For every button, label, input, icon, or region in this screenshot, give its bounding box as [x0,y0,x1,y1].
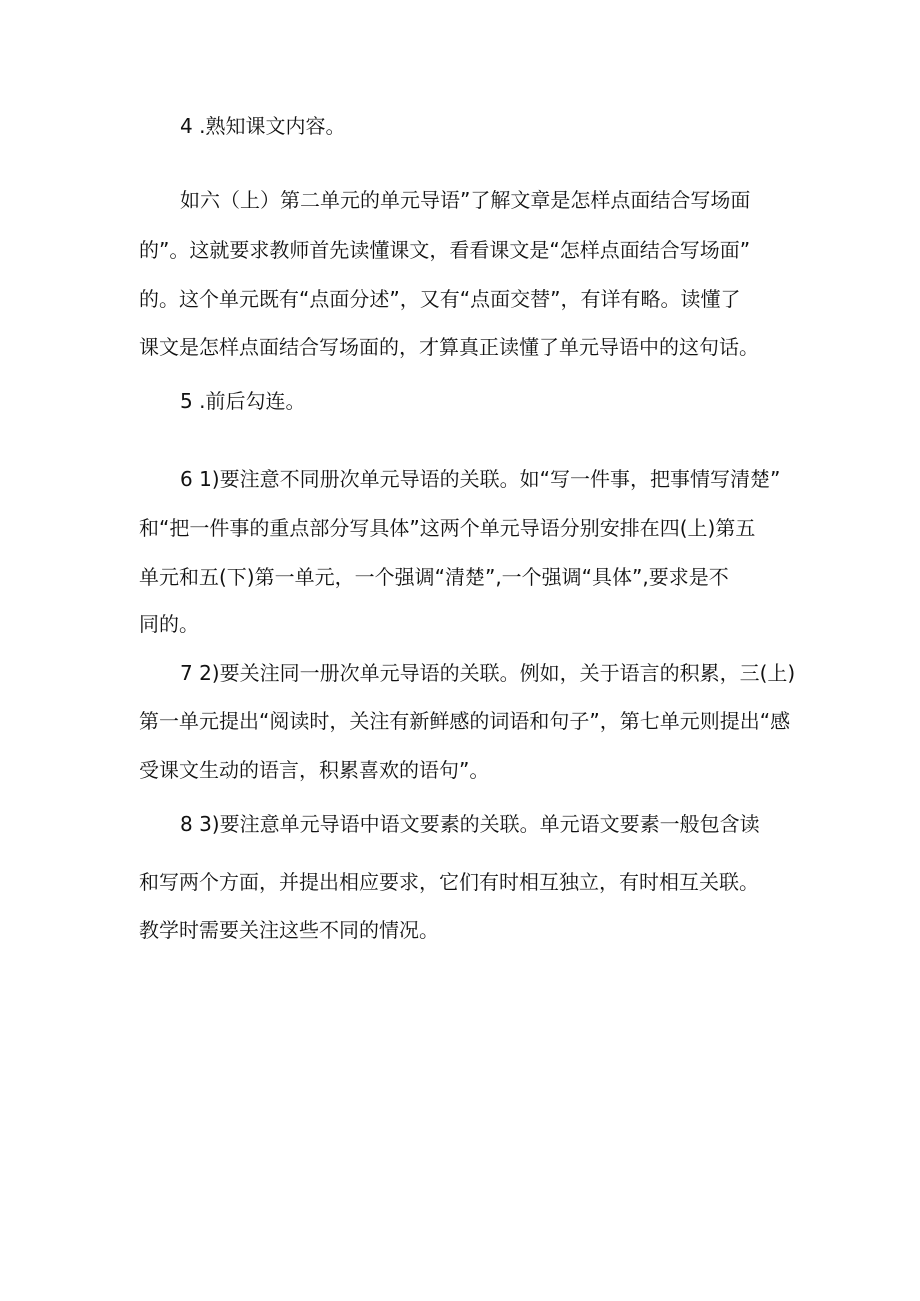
paragraph-line: 教学时需要关注这些不同的情况。 [139,918,439,942]
paragraph-line: 受课文生动的语言，积累喜欢的语句”。 [139,758,490,782]
paragraph-line: 8 3)要注意单元导语中语文要素的关联。单元语文要素一般包含读 [180,812,760,836]
paragraph-line: 7 2)要关注同一册次单元导语的关联。例如，关于语言的积累，三(上) [180,661,796,685]
paragraph-line: 的。这个单元既有“点面分述”，又有“点面交替”，有详有略。读懂了 [139,287,741,311]
heading-4: 4 .熟知课文内容。 [180,114,346,138]
paragraph-line: 的”。这就要求教师首先读懂课文，看看课文是“怎样点面结合写场面” [139,238,751,262]
paragraph-line: 课文是怎样点面结合写场面的，才算真正读懂了单元导语中的这句话。 [139,335,759,359]
paragraph-line: 和“把一件事的重点部分写具体”这两个单元导语分别安排在四(上)第五 [139,516,756,540]
paragraph-line: 同的。 [139,612,199,636]
paragraph-line: 第一单元提出“阅读时，关注有新鲜感的词语和句子”，第七单元则提出“感 [139,709,791,733]
paragraph-line: 和写两个方面，并提出相应要求，它们有时相互独立，有时相互关联。 [139,870,759,894]
heading-5: 5 .前后勾连。 [180,389,306,413]
paragraph-line: 如六（上）第二单元的单元导语”了解文章是怎样点面结合写场面 [180,188,751,212]
paragraph-line: 单元和五(下)第一单元，一个强调“清楚”,一个强调“具体”,要求是不 [139,565,729,589]
paragraph-line: 6 1)要注意不同册次单元导语的关联。如“写一件事，把事情写清楚” [180,467,781,491]
